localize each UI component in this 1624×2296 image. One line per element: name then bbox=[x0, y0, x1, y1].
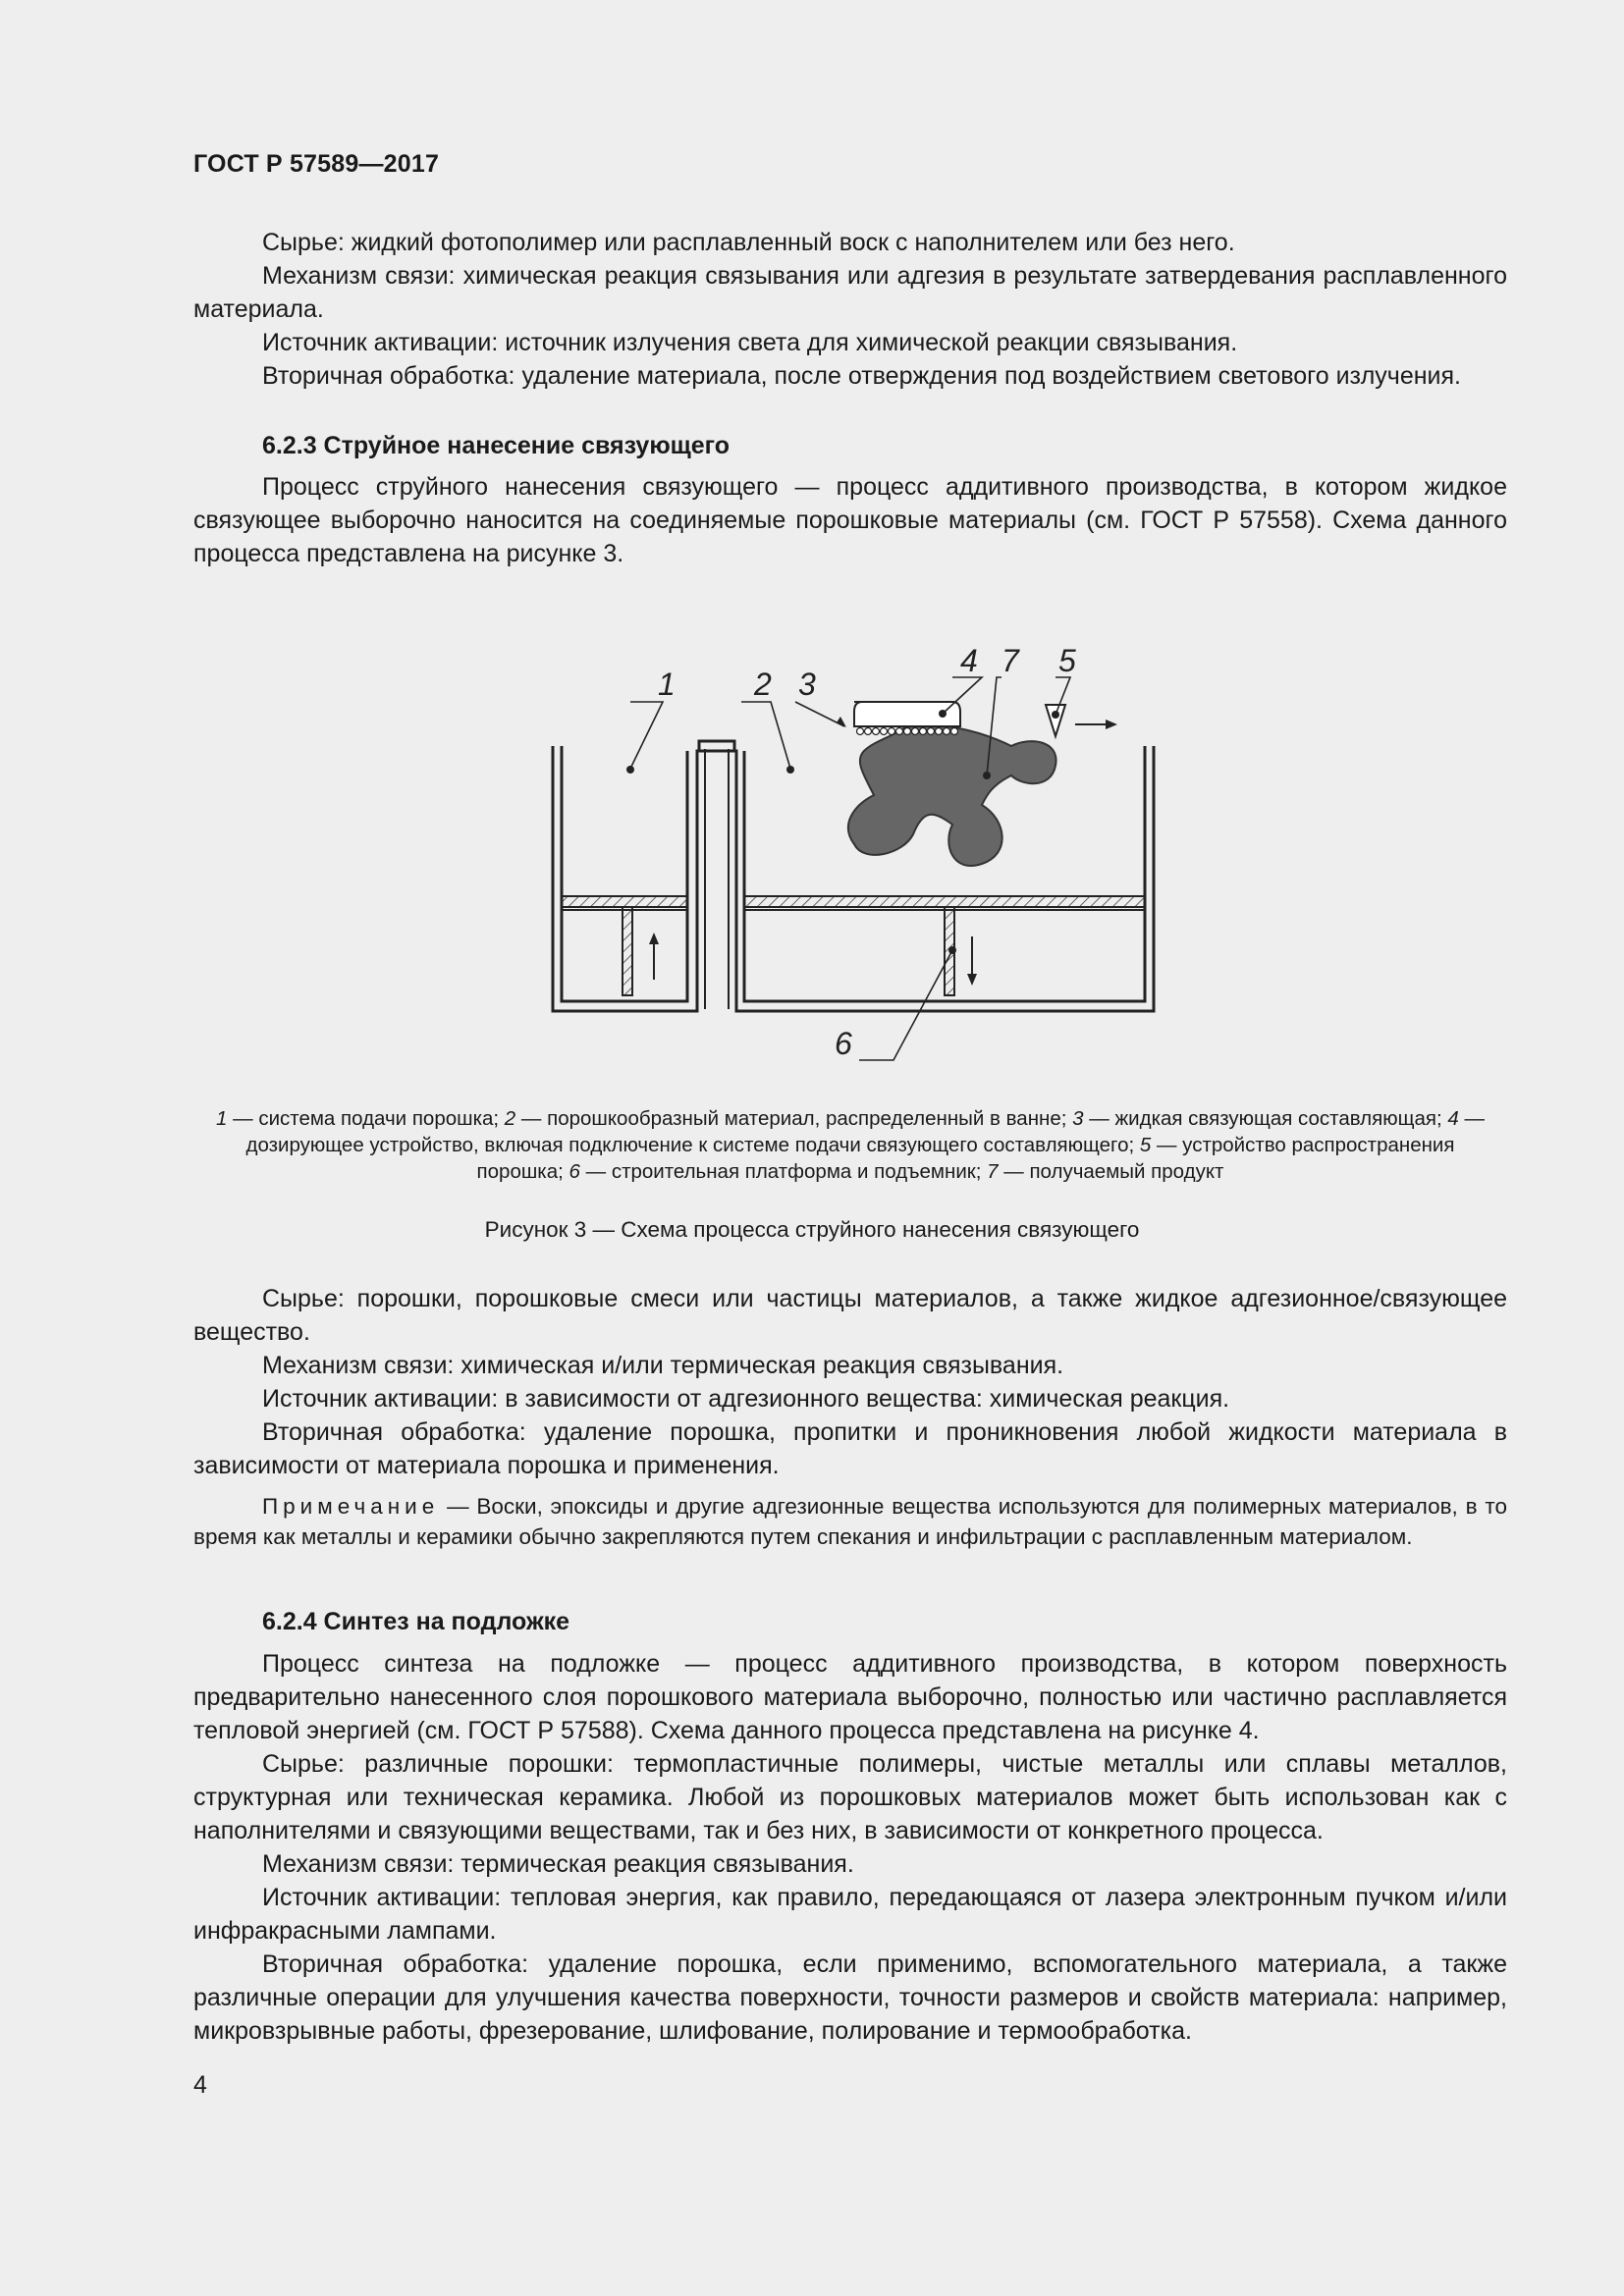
build-platform bbox=[744, 896, 1145, 907]
legend-num: 1 bbox=[216, 1107, 228, 1130]
paragraph: Механизм связи: химическая реакция связывания или адгезия в результате затвердевания расплавленного материала. bbox=[193, 262, 1507, 323]
paragraph: Вторичная обработка: удаление материала, после отверждения под воздействием светового излучения. bbox=[262, 362, 1461, 390]
label-7: 7 bbox=[1001, 643, 1019, 678]
legend-text: — строительная платформа и подъемник; bbox=[579, 1160, 988, 1183]
section-6-2-3-intro bbox=[193, 470, 1507, 570]
legend-num: 7 bbox=[987, 1160, 999, 1183]
feed-piston bbox=[623, 907, 632, 995]
figure-3-properties bbox=[193, 1282, 1507, 1482]
legend-text: — устройство распространения порошка; bbox=[476, 1134, 1455, 1183]
intro-paragraphs bbox=[193, 226, 1507, 393]
label-2: 2 bbox=[754, 667, 772, 702]
legend-num: 6 bbox=[568, 1160, 580, 1183]
label-1: 1 bbox=[658, 667, 676, 702]
label-5: 5 bbox=[1058, 643, 1076, 678]
paragraph: Механизм связи: термическая реакция связывания. bbox=[262, 1850, 854, 1878]
legend-text: — дозирующее устройство, включая подключение к системе подачи связующего составляющего; bbox=[245, 1107, 1485, 1156]
page-number: 4 bbox=[193, 2071, 207, 2099]
legend-num: 2 bbox=[504, 1107, 516, 1130]
label-6: 6 bbox=[835, 1026, 852, 1061]
produced-part bbox=[848, 724, 1056, 866]
note-text: — Воски, эпоксиды и другие адгезионные вещества используются для полимерных материалов, в то время как металлы и керамики обычно закрепляются путем спекания и инфильтрации с расплавленным материалом. bbox=[193, 1494, 1507, 1549]
legend-num: 4 bbox=[1447, 1107, 1459, 1130]
feed-platform bbox=[562, 896, 687, 907]
note bbox=[193, 1491, 1507, 1552]
legend-text: — получаемый продукт bbox=[998, 1160, 1224, 1183]
feed-container-outline bbox=[553, 746, 1154, 1011]
paragraph: Механизм связи: химическая и/или термическая реакция связывания. bbox=[262, 1352, 1064, 1379]
figure-3-caption: Рисунок 3 — Схема процесса струйного нанесения связующего bbox=[484, 1217, 1140, 1242]
section-heading-6-2-4: 6.2.4 Синтез на подложке bbox=[262, 1608, 570, 1635]
label-4: 4 bbox=[960, 643, 978, 678]
paragraph: Процесс струйного нанесения связующего — процесс аддитивного производства, в котором жидкое связующее выборочно наносится на соединяемые порошковые материалы (см. ГОСТ Р 57558). Схема данного процесса представлена на рисунке 3. bbox=[193, 473, 1507, 567]
figure-3-diagram bbox=[520, 599, 1188, 1080]
legend-text: — система подачи порошка; bbox=[227, 1107, 505, 1130]
note-label: Примечание bbox=[262, 1494, 440, 1519]
label-3: 3 bbox=[798, 667, 816, 702]
legend-text: — жидкая связующая составляющая; bbox=[1083, 1107, 1448, 1130]
paragraph: Источник активации: тепловая энергия, как правило, передающаяся от лазера электронным пучком и/или инфракрасными лампами. bbox=[193, 1884, 1507, 1945]
paragraph: Вторичная обработка: удаление порошка, если применимо, вспомогательного материала, а также различные операции для улучшения качества поверхности, точности размеров и свойств материала: например, микровзрывные работы, фрезерование, шлифование, полирование и термообработка. bbox=[193, 1950, 1507, 2045]
legend-num: 5 bbox=[1139, 1134, 1152, 1156]
paragraph: Процесс синтеза на подложке — процесс аддитивного производства, в котором поверхность предварительно нанесенного слоя порошкового материала выборочно, полностью или частично расплавляется тепловой энергией (см. ГОСТ Р 57588). Схема данного процесса представлена на рисунке 4. bbox=[193, 1650, 1507, 1744]
legend-num: 3 bbox=[1072, 1107, 1084, 1130]
paragraph: Сырье: жидкий фотополимер или расплавленный воск с наполнителем или без него. bbox=[262, 229, 1235, 256]
paragraph: Сырье: порошки, порошковые смеси или частицы материалов, а также жидкое адгезионное/связующее вещество. bbox=[193, 1285, 1507, 1346]
paragraph: Источник активации: источник излучения света для химической реакции связывания. bbox=[262, 329, 1238, 356]
section-6-2-4-body bbox=[193, 1647, 1507, 2048]
paragraph: Источник активации: в зависимости от адгезионного вещества: химическая реакция. bbox=[262, 1385, 1230, 1413]
figure-3-legend bbox=[206, 1105, 1494, 1185]
recoater-blade bbox=[1046, 705, 1065, 736]
section-heading-6-2-3: 6.2.3 Струйное нанесение связующего bbox=[262, 432, 731, 459]
paragraph: Сырье: различные порошки: термопластичные полимеры, чистые металлы или сплавы металлов, структурная или техническая керамика. Любой из порошковых материалов может быть использован как с наполнителями и связующими веществами, так и без них, в зависимости от конкретного процесса. bbox=[193, 1750, 1507, 1844]
paragraph: Вторичная обработка: удаление порошка, пропитки и проникновения любой жидкости материала в зависимости от материала порошка и применения. bbox=[193, 1418, 1507, 1479]
document-header: ГОСТ Р 57589—2017 bbox=[193, 150, 440, 178]
legend-text: — порошкообразный материал, распределенный в ванне; bbox=[515, 1107, 1073, 1130]
